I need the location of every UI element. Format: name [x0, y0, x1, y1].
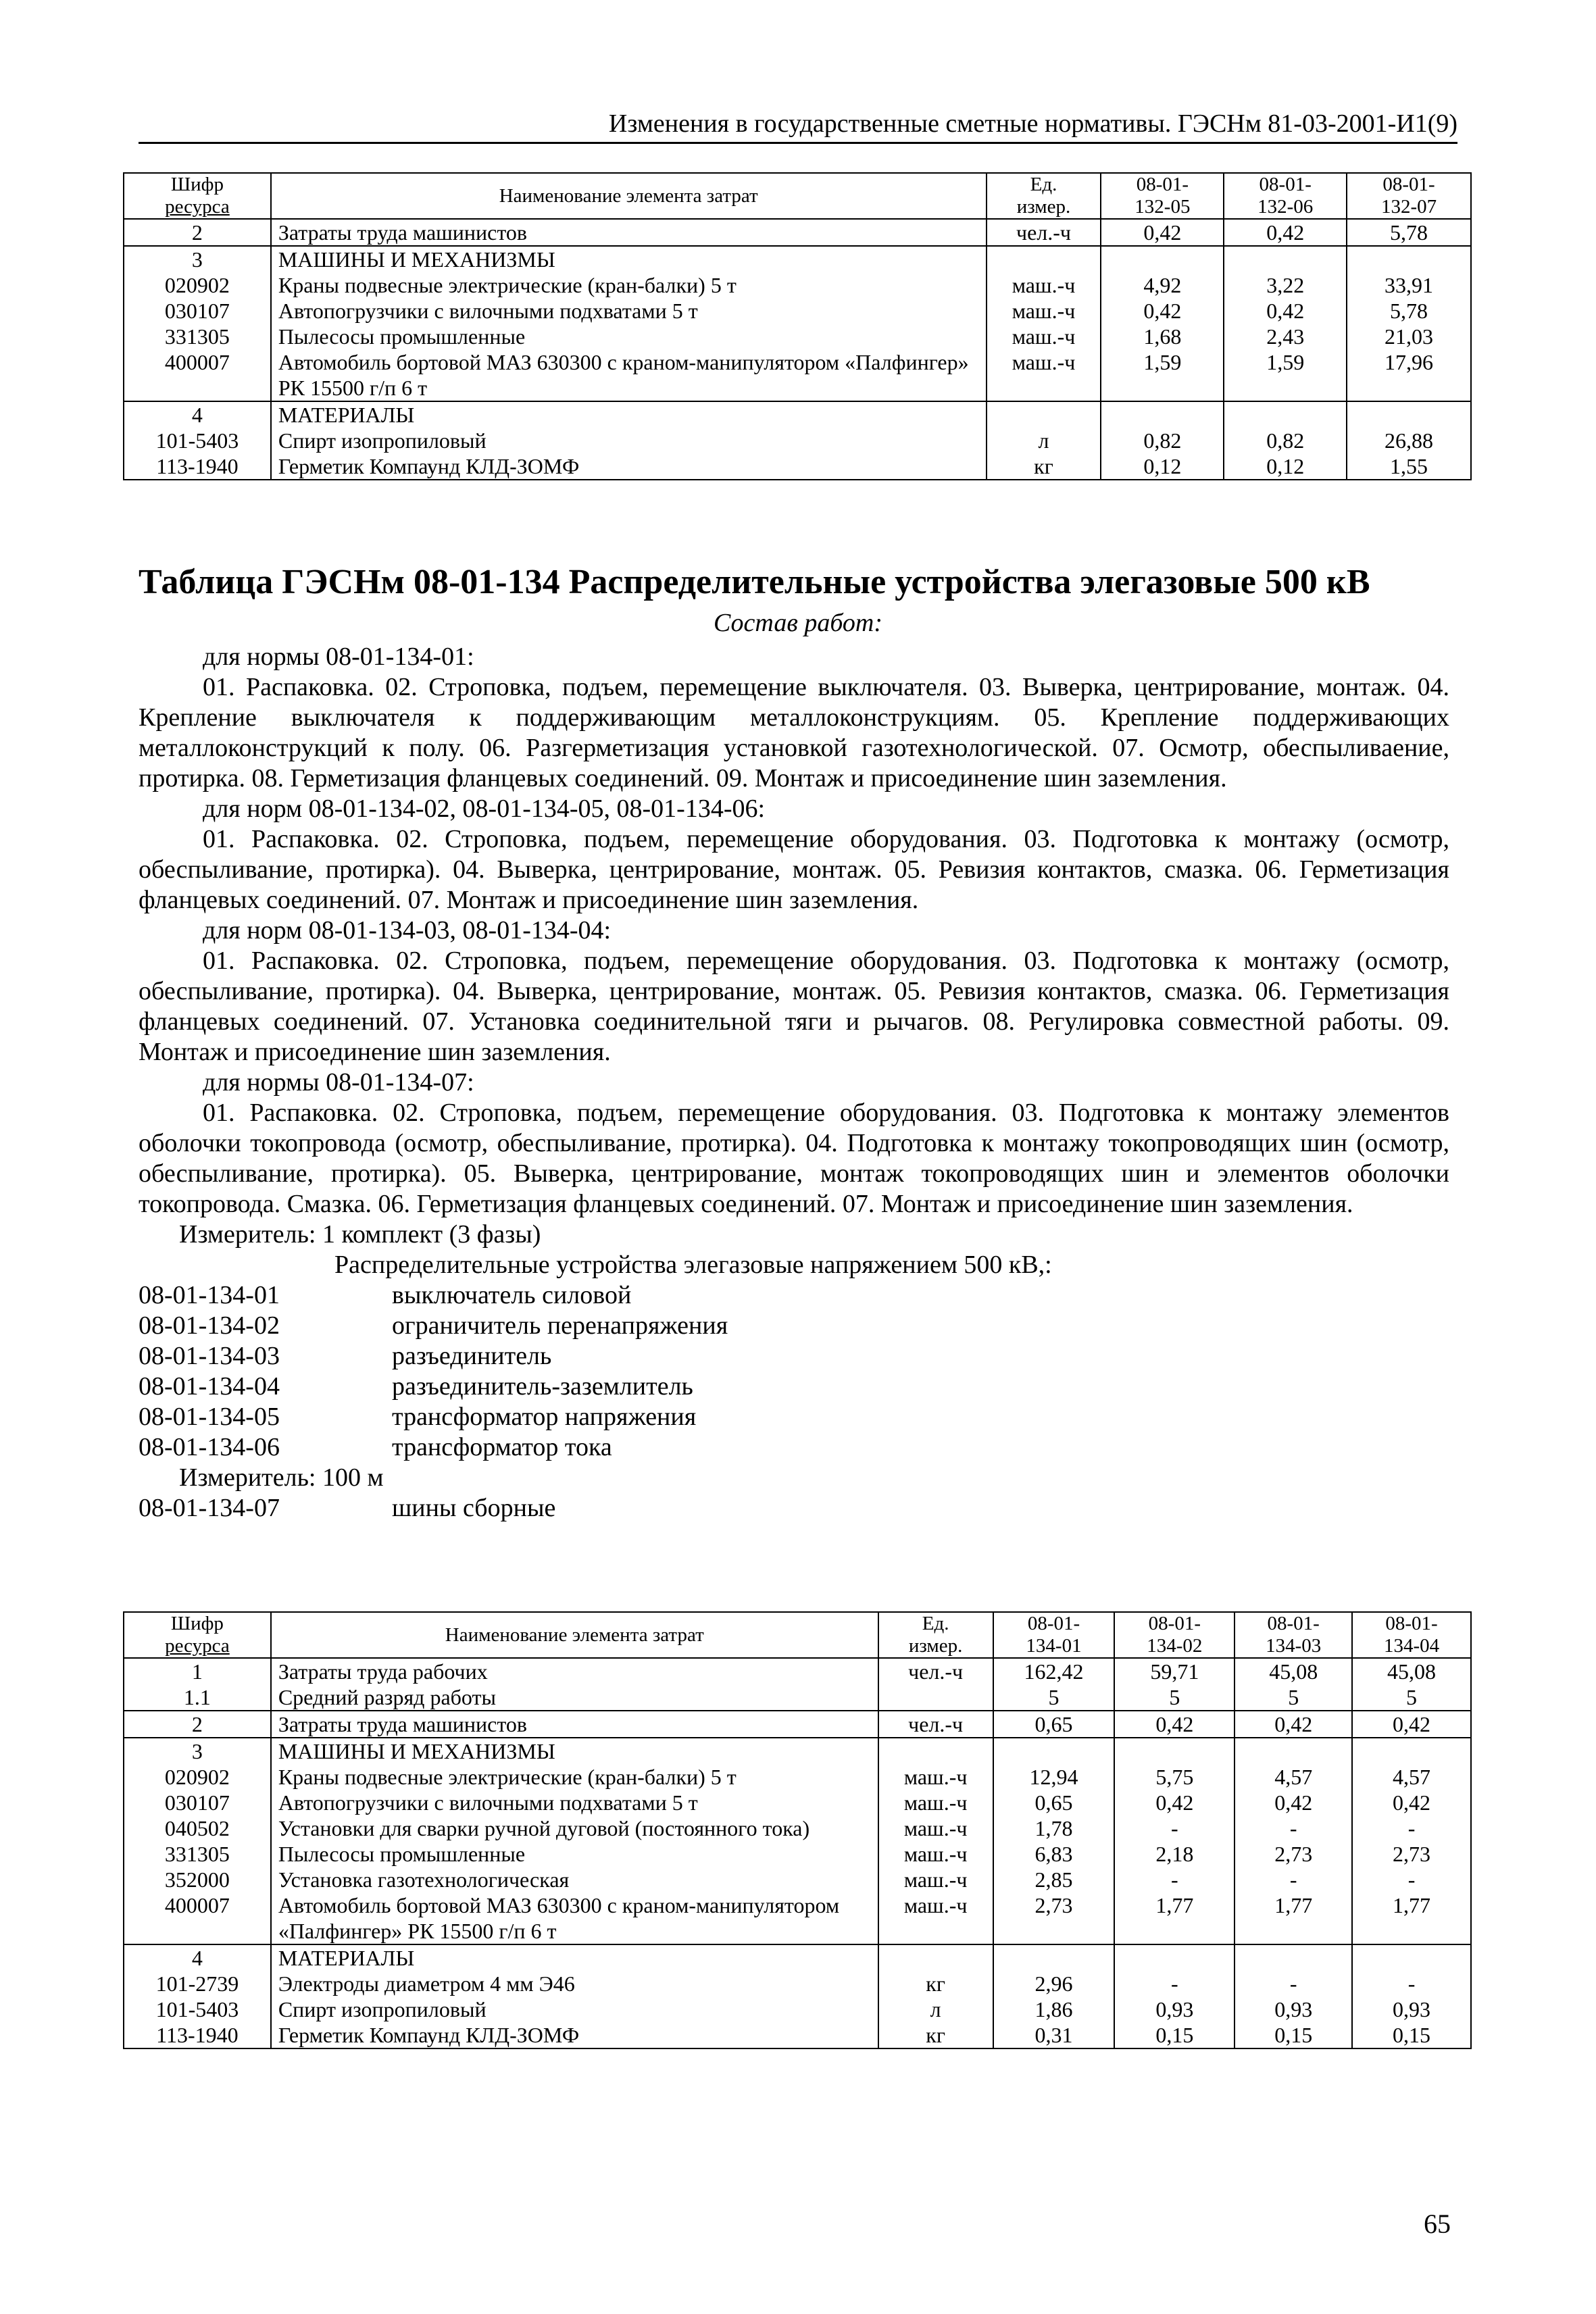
unit-cell	[987, 246, 1101, 272]
norm-value: 2,73	[1352, 1841, 1471, 1867]
norm-value	[1352, 1738, 1471, 1764]
unit-cell: кг	[878, 1971, 993, 1996]
col-norm-header: 08-01- 134-01	[993, 1612, 1115, 1658]
norm-label: разъединитель	[392, 1342, 552, 1370]
unit-cell: л	[878, 1996, 993, 2022]
norm-value: 0,42	[1352, 1790, 1471, 1815]
cost-element-name: МАШИНЫ И МЕХАНИЗМЫ	[271, 246, 987, 272]
norm-value	[1235, 1944, 1352, 1971]
works-text: 01. Распаковка. 02. Строповка, подъем, перемещение оборудования. 03. Подготовка к монтажу (осмотр, обеспыливание, протирка). 04. Выверка, центрирование, монтаж. 05. Ревизия контактов, смазка. 06. Герметизация фланцевых соединений. 07. Установка соединительной тяги и рычагов. 08. Регулировка совместной работы. 09. Монтаж и присоединение шин заземления.	[139, 947, 1449, 1066]
resource-code: 2	[124, 219, 271, 246]
norm-value: 33,91	[1347, 272, 1471, 298]
resource-code: 030107	[124, 1790, 271, 1815]
cost-table-134	[123, 1611, 1472, 2049]
table-row	[124, 324, 1471, 349]
norm-scope: для нормы 08-01-134-07:	[203, 1068, 474, 1097]
page-number: 65	[1424, 2209, 1451, 2239]
table-row	[124, 1658, 1471, 1684]
norm-value: 1,86	[993, 1996, 1115, 2022]
resource-code: 030107	[124, 298, 271, 324]
unit-cell: л	[987, 428, 1101, 453]
cost-element-name: Автопогрузчики с вилочными подхватами 5 т	[271, 1790, 878, 1815]
norm-value: 2,85	[993, 1867, 1115, 1892]
resource-code: 3	[124, 246, 271, 272]
table-row	[124, 1892, 1471, 1944]
norm-value: 2,73	[1235, 1841, 1352, 1867]
norm-value: 1,59	[1101, 349, 1224, 401]
cost-element-name: Электроды диаметром 4 мм Э46	[271, 1971, 878, 1996]
norm-value: 1,78	[993, 1815, 1115, 1841]
norm-codes-list	[139, 1280, 1449, 1463]
norm-codes-list	[139, 1493, 1449, 1524]
norm-label: ограничитель перенапряжения	[392, 1311, 728, 1340]
norm-code: 08-01-134-02	[139, 1311, 280, 1340]
table-row	[124, 219, 1471, 246]
norm-value: 1,59	[1224, 349, 1347, 401]
norm-value	[1347, 401, 1471, 428]
norm-value: 17,96	[1347, 349, 1471, 401]
norm-value: 0,42	[1101, 298, 1224, 324]
norm-value: 0,42	[1114, 1711, 1235, 1738]
table-row	[124, 428, 1471, 453]
norm-value: 4,57	[1235, 1764, 1352, 1790]
norm-value: 0,42	[1114, 1790, 1235, 1815]
unit-cell: маш.-ч	[987, 349, 1101, 401]
norm-code: 08-01-134-05	[139, 1403, 280, 1431]
norm-value: 1,68	[1101, 324, 1224, 349]
norm-value	[1235, 1738, 1352, 1764]
cost-element-name: Герметик Компаунд КЛД-ЗОМФ	[271, 2022, 878, 2048]
unit-cell: маш.-ч	[878, 1815, 993, 1841]
norm-value: 2,73	[993, 1892, 1115, 1944]
norm-value	[1224, 401, 1347, 428]
table-row	[124, 1996, 1471, 2022]
cost-element-name: Спирт изопропиловый	[271, 428, 987, 453]
cost-element-name: Спирт изопропиловый	[271, 1996, 878, 2022]
norm-value: -	[1235, 1815, 1352, 1841]
cost-element-name: Герметик Компаунд КЛД-ЗОМФ	[271, 453, 987, 480]
norm-value: 0,42	[1224, 219, 1347, 246]
cost-element-name: Автомобиль бортовой МАЗ 630300 с краном-манипулятором «Палфингер» РК 15500 г/п 6 т	[271, 1892, 878, 1944]
cost-element-name: Автомобиль бортовой МАЗ 630300 с краном-манипулятором «Палфингер» РК 15500 г/п 6 т	[271, 349, 987, 401]
unit-cell: маш.-ч	[878, 1867, 993, 1892]
norm-value: 0,12	[1101, 453, 1224, 480]
cost-element-name: Пылесосы промышленные	[271, 1841, 878, 1867]
norm-value: -	[1352, 1867, 1471, 1892]
norm-value: 2,43	[1224, 324, 1347, 349]
table-row	[124, 1944, 1471, 1971]
resource-code: 020902	[124, 272, 271, 298]
table-row	[124, 1764, 1471, 1790]
cost-element-name: Установки для сварки ручной дуговой (постоянного тока)	[271, 1815, 878, 1841]
col-code-header: Шифр ресурса	[124, 1612, 271, 1658]
norm-value: 2,18	[1114, 1841, 1235, 1867]
table-row	[124, 1841, 1471, 1867]
norm-value: 0,42	[1101, 219, 1224, 246]
norm-value: -	[1114, 1815, 1235, 1841]
cost-element-name: МАШИНЫ И МЕХАНИЗМЫ	[271, 1738, 878, 1764]
norm-value: 5,78	[1347, 298, 1471, 324]
cost-element-name: Краны подвесные электрические (кран-балки) 5 т	[271, 1764, 878, 1790]
norm-label: трансформатор тока	[392, 1433, 612, 1461]
norm-value: 0,82	[1224, 428, 1347, 453]
works-subtitle: Состав работ:	[713, 609, 883, 637]
norm-value: -	[1235, 1971, 1352, 1996]
norm-value: 1,77	[1114, 1892, 1235, 1944]
col-norm-header: 08-01- 134-03	[1235, 1612, 1352, 1658]
resource-code: 400007	[124, 1892, 271, 1944]
resource-code: 352000	[124, 1867, 271, 1892]
works-text: 01. Распаковка. 02. Строповка, подъем, перемещение оборудования. 03. Подготовка к монтажу (осмотр, обеспыливание, протирка). 04. Выверка, центрирование, монтаж. 05. Ревизия контактов, смазка. 06. Герметизация фланцевых соединений. 07. Монтаж и присоединение шин заземления.	[139, 825, 1449, 914]
cost-table-132	[123, 172, 1472, 480]
norm-value: 0,42	[1235, 1790, 1352, 1815]
norm-value: -	[1352, 1971, 1471, 1996]
norm-value	[1352, 1944, 1471, 1971]
norm-value: 0,93	[1114, 1996, 1235, 2022]
meter-line: Измеритель: 1 комплект (3 фазы)	[179, 1220, 541, 1249]
table-row	[124, 1711, 1471, 1738]
col-norm-header: 08-01- 134-02	[1114, 1612, 1235, 1658]
table-row	[124, 1867, 1471, 1892]
works-section	[139, 642, 1449, 1524]
norm-value: 4,57	[1352, 1764, 1471, 1790]
resource-code: 3	[124, 1738, 271, 1764]
norm-label: шины сборные	[392, 1494, 556, 1522]
cost-element-name: Средний разряд работы	[271, 1684, 878, 1711]
norm-value: 59,71	[1114, 1658, 1235, 1684]
norm-value: -	[1352, 1815, 1471, 1841]
col-unit-header: Ед. измер.	[878, 1612, 993, 1658]
norm-value	[993, 1944, 1115, 1971]
unit-cell: маш.-ч	[987, 324, 1101, 349]
norm-value: 1,77	[1235, 1892, 1352, 1944]
unit-cell: маш.-ч	[878, 1764, 993, 1790]
norm-value: 26,88	[1347, 428, 1471, 453]
resource-code: 1.1	[124, 1684, 271, 1711]
norm-value: 45,08	[1235, 1658, 1352, 1684]
cost-element-name: Краны подвесные электрические (кран-балки) 5 т	[271, 272, 987, 298]
unit-cell: маш.-ч	[987, 272, 1101, 298]
resource-code: 101-5403	[124, 428, 271, 453]
cost-element-name: Затраты труда машинистов	[271, 1711, 878, 1738]
cost-element-name: МАТЕРИАЛЫ	[271, 1944, 878, 1971]
table-row	[124, 349, 1471, 401]
cost-element-name: Пылесосы промышленные	[271, 324, 987, 349]
col-norm-header: 08-01- 132-07	[1347, 173, 1471, 219]
norm-value: 5,75	[1114, 1764, 1235, 1790]
norm-value	[1101, 401, 1224, 428]
unit-cell: маш.-ч	[987, 298, 1101, 324]
norm-value: 21,03	[1347, 324, 1471, 349]
unit-cell: маш.-ч	[878, 1892, 993, 1944]
norm-value: 0,65	[993, 1711, 1115, 1738]
col-code-header: Шифр ресурса	[124, 173, 271, 219]
table-row	[124, 1738, 1471, 1764]
norm-value: 5	[1114, 1684, 1235, 1711]
norm-value: 12,94	[993, 1764, 1115, 1790]
col-norm-header: 08-01- 132-06	[1224, 173, 1347, 219]
unit-cell: кг	[987, 453, 1101, 480]
norm-value: 0,42	[1235, 1711, 1352, 1738]
norm-value: 0,42	[1224, 298, 1347, 324]
norm-value	[1114, 1944, 1235, 1971]
norm-value: 0,93	[1235, 1996, 1352, 2022]
norm-scope: для нормы 08-01-134-01:	[203, 643, 474, 671]
resource-code: 331305	[124, 1841, 271, 1867]
meter-line: Измеритель: 100 м	[179, 1463, 384, 1492]
norm-code: 08-01-134-07	[139, 1494, 280, 1522]
norm-value: 1,77	[1352, 1892, 1471, 1944]
norm-value: 0,12	[1224, 453, 1347, 480]
unit-cell	[878, 1738, 993, 1764]
resource-code: 4	[124, 401, 271, 428]
table-row	[124, 401, 1471, 428]
norm-value: -	[1235, 1867, 1352, 1892]
table-row	[124, 453, 1471, 480]
unit-cell: маш.-ч	[878, 1841, 993, 1867]
norm-label: разъединитель-заземлитель	[392, 1372, 693, 1401]
norm-value	[993, 1738, 1115, 1764]
norm-code: 08-01-134-04	[139, 1372, 280, 1401]
table-row	[124, 1971, 1471, 1996]
resource-code: 020902	[124, 1764, 271, 1790]
norm-value: 5	[1352, 1684, 1471, 1711]
norm-value: 2,96	[993, 1971, 1115, 1996]
norm-value: 1,55	[1347, 453, 1471, 480]
cost-element-name: Автопогрузчики с вилочными подхватами 5 т	[271, 298, 987, 324]
norm-value: -	[1114, 1867, 1235, 1892]
col-norm-header: 08-01- 134-04	[1352, 1612, 1471, 1658]
norm-code: 08-01-134-06	[139, 1433, 280, 1461]
table-row	[124, 272, 1471, 298]
unit-cell: маш.-ч	[878, 1790, 993, 1815]
unit-cell	[987, 401, 1101, 428]
resource-code: 101-2739	[124, 1971, 271, 1996]
resource-code: 113-1940	[124, 453, 271, 480]
table-title: Таблица ГЭСНм 08-01-134 Распределительные устройства элегазовые 500 кВ	[139, 563, 1370, 601]
resource-code: 101-5403	[124, 1996, 271, 2022]
norm-value	[1114, 1738, 1235, 1764]
norm-value: 6,83	[993, 1841, 1115, 1867]
cost-element-name: Установка газотехнологическая	[271, 1867, 878, 1892]
norm-label: выключатель силовой	[392, 1281, 632, 1309]
resource-code: 4	[124, 1944, 271, 1971]
norm-scope: для норм 08-01-134-02, 08-01-134-05, 08-01-134-06:	[203, 795, 766, 823]
running-header: Изменения в государственные сметные нормативы. ГЭСНм 81-03-2001-И1(9)	[139, 108, 1457, 144]
norm-scope: для норм 08-01-134-03, 08-01-134-04:	[203, 916, 612, 945]
norm-code: 08-01-134-03	[139, 1342, 280, 1370]
norm-value: -	[1114, 1971, 1235, 1996]
works-text: 01. Распаковка. 02. Строповка, подъем, перемещение оборудования. 03. Подготовка к монтажу элементов оболочки токопровода (осмотр, обеспыливание, протирка). 04. Подготовка к монтажу токопроводящих шин (осмотр, обеспыливание, протирка). 05. Выверка, центрирование, монтаж токопроводящих шин и элементов оболочки токопровода. Смазка. 06. Герметизация фланцевых соединений. 07. Монтаж и присоединение шин заземления.	[139, 1099, 1449, 1218]
devices-caption: Распределительные устройства элегазовые напряжением 500 кВ,:	[334, 1251, 1052, 1279]
unit-cell	[878, 1944, 993, 1971]
unit-cell: кг	[878, 2022, 993, 2048]
norm-value: 0,42	[1352, 1711, 1471, 1738]
resource-code: 2	[124, 1711, 271, 1738]
unit-cell: чел.-ч	[878, 1658, 993, 1684]
norm-value: 0,15	[1114, 2022, 1235, 2048]
resource-code: 400007	[124, 349, 271, 401]
norm-value: 0,82	[1101, 428, 1224, 453]
norm-value: 0,15	[1352, 2022, 1471, 2048]
resource-code: 113-1940	[124, 2022, 271, 2048]
table-row	[124, 298, 1471, 324]
norm-value: 4,92	[1101, 272, 1224, 298]
norm-value: 0,65	[993, 1790, 1115, 1815]
table-row	[124, 1684, 1471, 1711]
norm-value	[1101, 246, 1224, 272]
resource-code: 331305	[124, 324, 271, 349]
table-row	[124, 1815, 1471, 1841]
norm-value: 0,15	[1235, 2022, 1352, 2048]
unit-cell	[878, 1684, 993, 1711]
table-row	[124, 2022, 1471, 2048]
norm-value: 0,93	[1352, 1996, 1471, 2022]
norm-value: 162,42	[993, 1658, 1115, 1684]
cost-element-name: Затраты труда машинистов	[271, 219, 987, 246]
cost-element-name: Затраты труда рабочих	[271, 1658, 878, 1684]
resource-code: 040502	[124, 1815, 271, 1841]
norm-label: трансформатор напряжения	[392, 1403, 697, 1431]
norm-value: 5,78	[1347, 219, 1471, 246]
works-text: 01. Распаковка. 02. Строповка, подъем, перемещение выключателя. 03. Выверка, центрирование, монтаж. 04. Крепление выключателя к поддерживающим металлоконструкциям. 05. Крепление поддерживающих металлоконструкций к полу. 06. Разгерметизация установкой газотехнологической. 07. Осмотр, обеспыливаение, протирка. 08. Герметизация фланцевых соединений. 09. Монтаж и присоединение шин заземления.	[139, 673, 1449, 793]
norm-value: 45,08	[1352, 1658, 1471, 1684]
norm-value: 5	[1235, 1684, 1352, 1711]
cost-table-body	[124, 219, 1471, 480]
cost-table-body	[124, 1658, 1471, 2048]
norm-code: 08-01-134-01	[139, 1281, 280, 1309]
cost-element-name: МАТЕРИАЛЫ	[271, 401, 987, 428]
resource-code: 1	[124, 1658, 271, 1684]
unit-cell: чел.-ч	[878, 1711, 993, 1738]
col-norm-header: 08-01- 132-05	[1101, 173, 1224, 219]
table-row	[124, 246, 1471, 272]
col-name-header: Наименование элемента затрат	[271, 173, 987, 219]
norm-value: 5	[993, 1684, 1115, 1711]
norm-value	[1224, 246, 1347, 272]
unit-cell: чел.-ч	[987, 219, 1101, 246]
norm-value: 3,22	[1224, 272, 1347, 298]
table-row	[124, 1790, 1471, 1815]
norm-value	[1347, 246, 1471, 272]
col-unit-header: Ед. измер.	[987, 173, 1101, 219]
norm-value: 0,31	[993, 2022, 1115, 2048]
col-name-header: Наименование элемента затрат	[271, 1612, 878, 1658]
